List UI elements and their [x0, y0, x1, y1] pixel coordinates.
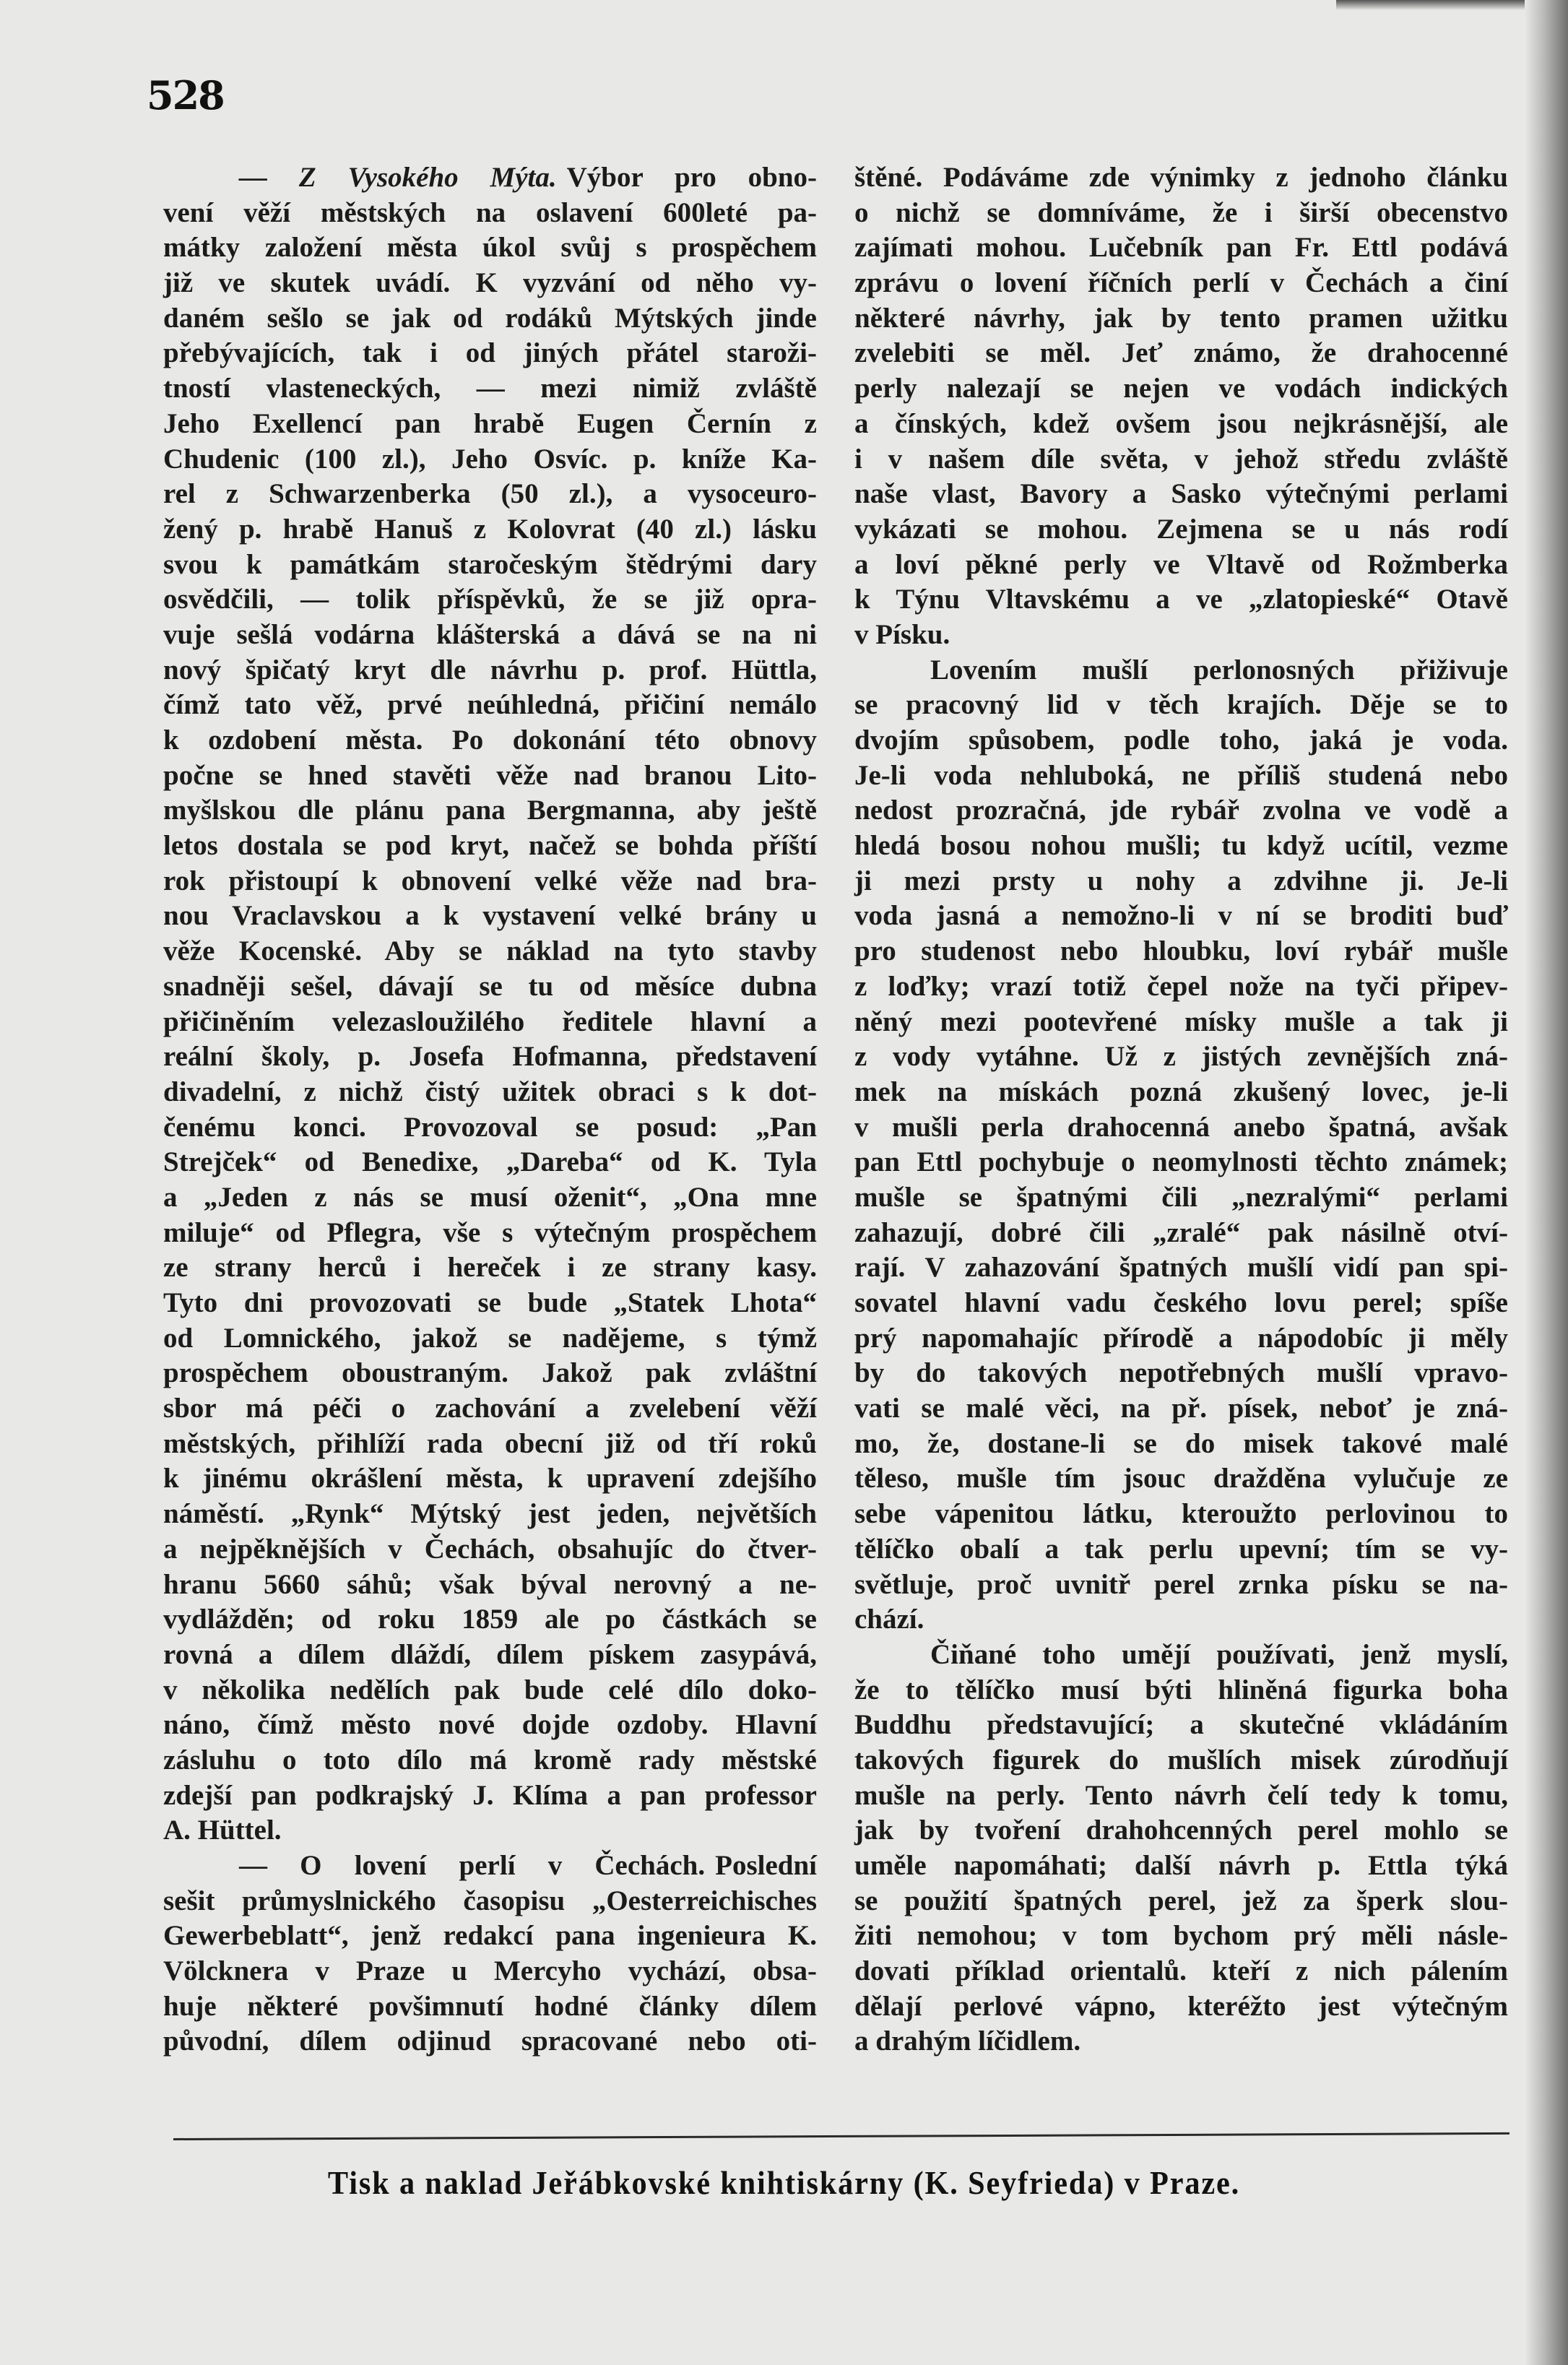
text-line: v mušli perla drahocenná anebo špatná, avšak — [854, 1111, 1508, 1143]
text-line: a loví pěkné perly ve Vltavě od Rožmberka — [854, 548, 1508, 580]
text-line: k Týnu Vltavskému a ve „zlatopieské“ Otavě — [854, 584, 1508, 615]
text-line: k jinému okrášlení města, k upravení zdejšího — [163, 1463, 817, 1495]
text-line: něný mezi pootevřené mísky mušle a tak ji — [854, 1006, 1508, 1037]
text-line: nedost prozračná, jde rybář zvolna ve vodě a — [854, 795, 1508, 826]
text-line: vuje sešlá vodárna klášterská a dává se na ni — [163, 618, 817, 650]
printer-imprint: Tisk a naklad Jeřábkovské knihtiskárny (K. Seyfrieda) v Praze. — [327, 2164, 1241, 2201]
text-line: rel z Schwarzenberka (50 zl.), a vysoceuro- — [163, 478, 817, 510]
text-line: těleso, mušle tím jsouc dražděna vylučuje ze — [854, 1463, 1508, 1495]
text-line: snadněji sešel, dávají se tu od měsíce dubna — [163, 970, 817, 1002]
text-line: zdejší pan podkrajský J. Klíma a pan professor — [163, 1779, 817, 1811]
text-line: náměstí. „Rynk“ Mýtský jest jeden, největších — [163, 1498, 817, 1530]
text-line: miluje“ od Pflegra, vše s výtečným prospěchem — [163, 1216, 817, 1248]
text-line: myšlskou dle plánu pana Bergmanna, aby ještě — [163, 795, 817, 826]
text-line: Tyto dni provozovati se bude „Statek Lhota“ — [163, 1287, 817, 1318]
text-line: zahazují, dobré čili „zralé“ pak násilně otví- — [854, 1216, 1508, 1248]
text-line: o nichž se domníváme, že i širší obecenstvo — [854, 196, 1508, 228]
text-line: Völcknera v Praze u Mercyho vychází, obsa- — [163, 1955, 817, 1987]
text-line: vykázati se mohou. Zejmena se u nás rodí — [854, 513, 1508, 545]
text-line: štěné. Podáváme zde výnimky z jednoho článku — [854, 162, 1508, 193]
text-line-content: Výbor pro obno- — [566, 162, 817, 193]
text-line: vydlážděn; od roku 1859 ale po částkách se — [163, 1604, 817, 1635]
text-line: divadelní, z nichž čistý užitek obraci s k dot- — [163, 1076, 817, 1107]
text-line: čímž tato věž, prvé neúhledná, přičiní nemálo — [163, 689, 817, 721]
text-line: přičiněním velezasloužilého ředitele hlavní a — [163, 1006, 817, 1037]
text-line: prospěchem oboustraným. Jakož pak zvláštní — [163, 1357, 817, 1389]
text-line: světluje, proč uvnitř perel zrnka písku se na- — [854, 1568, 1508, 1600]
text-line: pan Ettl pochybuje o neomylnosti těchto známek; — [854, 1146, 1508, 1178]
text-line: uměle napomáhati; další návrh p. Ettla týká — [854, 1850, 1508, 1881]
text-line: dělají perlové vápno, kteréžto jest výtečným — [854, 1990, 1508, 2022]
text-line: naše vlast, Bavory a Sasko výtečnými perlami — [854, 478, 1508, 510]
text-line: nový špičatý kryt dle návrhu p. prof. Hüttla, — [163, 654, 817, 686]
text-line: že to tělíčko musí býti hliněná figurka boha — [854, 1674, 1508, 1705]
article-heading: — Z Vysokého Mýta. — [239, 162, 557, 193]
text-line: od Lomnického, jakož se nadějeme, s týmž — [163, 1322, 817, 1354]
text-line: i v našem díle světa, v jehož středu zvláště — [854, 443, 1508, 475]
text-line: zprávu o lovení říčních perlí v Čechách a činí — [854, 267, 1508, 299]
left-column — [163, 160, 817, 2059]
text-line: z loďky; vrazí totiž čepel nože na tyči připev- — [854, 970, 1508, 1002]
text-line: žený p. hrabě Hanuš z Kolovrat (40 zl.) lásku — [163, 513, 817, 545]
text-line-content: Poslední — [715, 1850, 817, 1881]
article-heading: — O lovení perlí v Čechách. — [239, 1850, 706, 1881]
text-line: pro studenost nebo hloubku, loví rybář mušle — [854, 935, 1508, 967]
text-line: zajímati mohou. Lučebník pan Fr. Ettl podává — [854, 232, 1508, 264]
text-line: vati se malé věci, na př. písek, neboť je zná- — [854, 1393, 1508, 1424]
text-line: A. Hüttel. — [163, 1815, 282, 1846]
text-line: sebe vápenitou látku, kteroužto perlovinou to — [854, 1498, 1508, 1530]
text-line: z vody vytáhne. Už z jistých zevnějších zná- — [854, 1041, 1508, 1073]
text-line: a čínských, kdež ovšem jsou nejkrásnější, ale — [854, 407, 1508, 439]
text-line: hranu 5660 sáhů; však býval nerovný a ne- — [163, 1568, 817, 1600]
text-line: čenému konci. Provozoval se posud: „Pan — [163, 1111, 817, 1143]
text-line: sovatel hlavní vadu českého lovu perel; spíše — [854, 1287, 1508, 1318]
text-line: některé návrhy, jak by tento pramen užitku — [854, 302, 1508, 334]
footer-rule — [173, 2132, 1509, 2140]
text-line: v Písku. — [854, 618, 950, 650]
text-line: tělíčko obalí a tak perlu upevní; tím se vy- — [854, 1533, 1508, 1565]
text-line: letos dostala se pod kryt, načež se bohda příští — [163, 830, 817, 862]
text-line: daném sešlo se jak od rodáků Mýtských jinde — [163, 302, 817, 334]
text-line: nou Vraclavskou a k vystavení velké brány u — [163, 900, 817, 932]
text-line: městských, přihlíží rada obecní již od tří roků — [163, 1427, 817, 1459]
text-line: Je-li voda nehluboká, ne příliš studená nebo — [854, 759, 1508, 791]
text-line: Strejček“ od Benedixe, „Dareba“ od K. Tyla — [163, 1146, 817, 1178]
text-line: zásluhu o toto dílo má kromě rady městské — [163, 1744, 817, 1776]
text-line: k ozdobení města. Po dokonání této obnovy — [163, 725, 817, 756]
text-line: rok přistoupí k obnovení velké věže nad bra- — [163, 865, 817, 896]
text-line: dvojím spůsobem, podle toho, jaká je voda. — [854, 725, 1508, 756]
text-line — [163, 160, 817, 196]
text-line: mušle na perly. Tento návrh čelí tedy k tomu, — [854, 1779, 1508, 1811]
text-line: prý napomahajíc přírodě a nápodobíc ji měly — [854, 1322, 1508, 1354]
text-line: Jeho Exellencí pan hrabě Eugen Černín z — [163, 407, 817, 439]
text-line: v několika nedělích pak bude celé dílo doko- — [163, 1674, 817, 1705]
text-line: Chudenic (100 zl.), Jeho Osvíc. p. kníže Ka- — [163, 443, 817, 475]
text-line: počne se hned stavěti věže nad branou Lito- — [163, 759, 817, 791]
text-line: žiti nemohou; v tom bychom prý měli násle- — [854, 1920, 1508, 1952]
text-line: by do takových nepotřebných mušlí vpravo- — [854, 1357, 1508, 1389]
text-line: chází. — [854, 1604, 924, 1635]
text-line: osvědčili, — tolik příspěvků, že se již opra- — [163, 584, 817, 615]
text-line: mušle se špatnými čili „nezralými“ perlami — [854, 1181, 1508, 1213]
text-line: ji mezi prsty u nohy a zdvihne ji. Je-li — [854, 865, 1508, 896]
text-line: huje některé povšimnutí hodné články dílem — [163, 1990, 817, 2022]
text-line: již ve skutek uvádí. K vyzvání od něho vy- — [163, 267, 817, 299]
text-line: sbor má péči o zachování a zvelebení věží — [163, 1393, 817, 1424]
text-line: věže Kocenské. Aby se náklad na tyto stavby — [163, 935, 817, 967]
text-line: jak by tvoření drahohcenných perel mohlo se — [854, 1815, 1508, 1846]
text-line: dovati příklad orientalů. kteří z nich pálením — [854, 1955, 1508, 1987]
text-line: svou k památkám staročeským štědrými dary — [163, 548, 817, 580]
text-line: náno, čímž město nové dojde ozdoby. Hlavní — [163, 1709, 817, 1741]
text-line: hledá bosou nohou mušli; tu když ucítil, vezme — [854, 830, 1508, 862]
page-number: 528 — [147, 72, 224, 118]
text-line: a nejpěknějších v Čechách, obsahujíc do čtver- — [163, 1533, 817, 1565]
text-line: sešit průmyslnického časopisu „Oesterreichisches — [163, 1885, 817, 1916]
text-line: zvelebiti se měl. Jeť známo, že drahocenné — [854, 337, 1508, 369]
scan-edge-right — [1525, 0, 1568, 2365]
text-line: Čiňané toho umějí používati, jenž myslí, — [930, 1638, 1508, 1670]
text-line: Lovením mušlí perlonosných přiživuje — [930, 654, 1508, 686]
text-line: mo, že, dostane-li se do misek takové malé — [854, 1427, 1508, 1459]
text-line: Gewerbeblatt“, jenž redakcí pana ingenieura K. — [163, 1920, 817, 1952]
text-line: reální školy, p. Josefa Hofmanna, představení — [163, 1041, 817, 1073]
text-line: přebývajících, tak i od jiných přátel staroži- — [163, 337, 817, 369]
text-line: se použití špatných perel, jež za šperk slou- — [854, 1885, 1508, 1916]
text-line: mátky založení města úkol svůj s prospěchem — [163, 232, 817, 264]
text-line: původní, dílem odjinud spracované nebo oti- — [163, 2025, 817, 2057]
text-line: mek na mískách pozná zkušený lovec, je-li — [854, 1076, 1508, 1107]
text-line: Buddhu představující; a skutečné vkládáním — [854, 1709, 1508, 1741]
text-line: ze strany herců i hereček i ze strany kasy. — [163, 1252, 817, 1284]
right-column — [854, 160, 1508, 2059]
text-line: tností vlasteneckých, — mezi nimiž zvláště — [163, 373, 817, 405]
text-line: perly nalezají se nejen ve vodách indických — [854, 373, 1508, 405]
text-line: a „Jeden z nás se musí oženit“, „Ona mne — [163, 1181, 817, 1213]
text-line — [163, 1849, 817, 1884]
text-line: voda jasná a nemožno-li v ní se broditi buď — [854, 900, 1508, 932]
text-line: takových figurek do mušlích misek zúrodňují — [854, 1744, 1508, 1776]
text-line: se pracovný lid v těch krajích. Děje se to — [854, 689, 1508, 721]
text-line: vení věží městských na oslavení 600leté pa- — [163, 196, 817, 228]
text-line: rovná a dílem dláždí, dílem pískem zasypává, — [163, 1638, 817, 1670]
text-line: rají. V zahazování špatných mušlí vidí pan spi- — [854, 1252, 1508, 1284]
text-line: a drahým líčidlem. — [854, 2025, 1081, 2057]
